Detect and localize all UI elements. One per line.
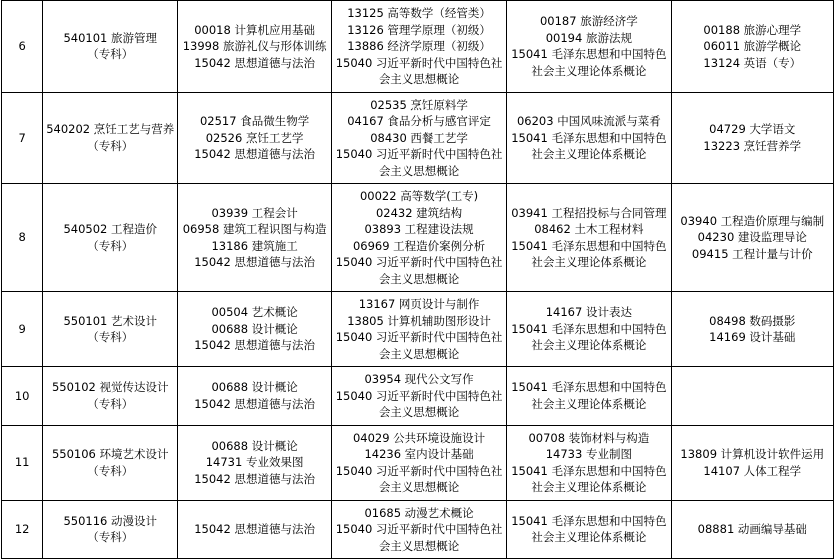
course-list <box>674 446 831 479</box>
major-name: 540101 旅游管理 <box>63 30 158 45</box>
course-item: 15040 习近平新时代中国特色社 <box>335 147 503 161</box>
course-list <box>180 438 329 488</box>
table-row <box>2 425 834 500</box>
course-item: 03939 工程会计 <box>211 205 298 220</box>
course-list <box>674 213 831 263</box>
course-cell-2 <box>332 500 507 559</box>
table-row <box>2 500 834 559</box>
course-list <box>674 521 831 538</box>
major-level: （专科） <box>87 330 134 344</box>
course-item: 08430 西餐工艺学 <box>370 130 468 145</box>
course-item: 03941 工程招投标与合同管理 <box>511 205 667 220</box>
course-item: 15040 习近平新时代中国特色社 <box>335 55 503 70</box>
course-item: 会主义思想概论 <box>378 480 460 494</box>
major-cell <box>43 500 178 559</box>
course-list <box>334 296 504 362</box>
major-name: 550102 视觉传达设计 <box>51 380 169 395</box>
course-item: 02517 食品微生物学 <box>199 114 310 128</box>
course-item: 13809 计算机设计软件运用 <box>680 447 825 461</box>
course-item: 06969 工程造价案例分析 <box>352 238 486 253</box>
course-cell-3 <box>507 425 671 500</box>
course-item: 14731 专业效果图 <box>205 455 304 470</box>
table-row <box>2 1 834 93</box>
course-item: 社会主义理论体系概论 <box>531 396 647 411</box>
course-cell-4 <box>671 425 833 500</box>
course-item: 13998 旅游礼仪与形体训练 <box>182 39 327 53</box>
course-item: 00187 旅游经济学 <box>539 14 638 29</box>
course-cell-2 <box>332 292 507 367</box>
course-list <box>509 304 668 354</box>
table-row <box>2 184 834 292</box>
course-item: 00194 旅游法规 <box>545 30 632 45</box>
course-list <box>334 97 504 180</box>
major-cell <box>43 292 178 367</box>
course-list <box>509 13 668 79</box>
course-item: 02526 烹饪工艺学 <box>205 130 304 145</box>
course-item: 15041 毛泽东思想和中国特色 <box>511 238 667 253</box>
course-item: 14169 设计基础 <box>709 330 796 344</box>
table-row <box>2 367 834 426</box>
course-list <box>180 113 329 163</box>
course-item: 15042 思想道德与法治 <box>194 55 315 70</box>
course-item: 15042 思想道德与法治 <box>194 471 315 486</box>
course-item: 会主义思想概论 <box>378 72 460 86</box>
course-item: 13805 计算机辅助图形设计 <box>347 313 491 328</box>
course-cell-2 <box>332 184 507 292</box>
course-cell-4 <box>671 500 833 559</box>
course-item: 15042 思想道德与法治 <box>194 396 315 411</box>
course-item: 15041 毛泽东思想和中国特色 <box>511 380 667 395</box>
course-item: 15040 习近平新时代中国特色社 <box>335 388 503 403</box>
major-name: 540502 工程造价 <box>63 222 158 236</box>
major-name: 550116 动漫设计 <box>63 513 158 528</box>
course-item: 00688 设计概论 <box>211 438 298 453</box>
major-cell <box>43 425 178 500</box>
course-item: 06958 建筑工程识图与构造 <box>182 222 327 236</box>
major-level: （专科） <box>87 530 134 545</box>
course-item: 14167 设计表达 <box>545 305 632 320</box>
course-item: 15041 毛泽东思想和中国特色 <box>511 321 667 336</box>
course-item: 社会主义理论体系概论 <box>531 147 647 161</box>
course-list <box>509 205 668 271</box>
course-item: 03940 工程造价原理与编制 <box>680 213 825 228</box>
row-number: 8 <box>2 184 43 292</box>
row-number: 10 <box>2 367 43 426</box>
course-item: 08498 数码摄影 <box>709 313 796 328</box>
course-item: 00708 装饰材料与构造 <box>528 430 650 445</box>
row-number: 6 <box>2 1 43 93</box>
course-cell-3 <box>507 292 671 367</box>
course-item: 13124 英语（专） <box>703 55 802 70</box>
course-item: 社会主义理论体系概论 <box>531 63 647 78</box>
course-cell-1 <box>178 92 332 184</box>
course-list <box>334 430 504 496</box>
course-item: 00018 计算机应用基础 <box>194 22 315 37</box>
course-cell-3 <box>507 184 671 292</box>
course-item: 09415 工程计量与计价 <box>691 246 813 261</box>
course-list <box>334 5 504 88</box>
course-item: 03954 现代公文写作 <box>364 372 474 386</box>
major-name: 550106 环境艺术设计 <box>51 447 169 461</box>
course-item: 04729 大学语文 <box>709 122 796 137</box>
course-list <box>509 113 668 163</box>
course-item: 04167 食品分析与感官评定 <box>347 114 491 128</box>
course-cell-4 <box>671 184 833 292</box>
major-name: 550101 艺术设计 <box>63 313 158 328</box>
course-item: 会主义思想概论 <box>378 163 460 178</box>
major-cell <box>43 92 178 184</box>
course-item: 15041 毛泽东思想和中国特色 <box>511 130 667 145</box>
course-item: 08881 动画编导基础 <box>697 522 807 536</box>
major-level: （专科） <box>87 238 134 253</box>
course-item: 15042 思想道德与法治 <box>194 522 315 536</box>
major-level: （专科） <box>87 396 134 411</box>
course-item: 社会主义理论体系概论 <box>531 338 647 353</box>
course-item: 15042 思想道德与法治 <box>194 147 315 161</box>
course-cell-2 <box>332 425 507 500</box>
course-item: 01685 动漫艺术概论 <box>364 505 474 520</box>
course-item: 04029 公共环境设施设计 <box>352 430 486 445</box>
course-cell-1 <box>178 367 332 426</box>
table-row <box>2 92 834 184</box>
course-item: 14107 人体工程学 <box>703 463 802 478</box>
course-item: 15040 习近平新时代中国特色社 <box>335 255 503 269</box>
course-list <box>334 505 504 555</box>
course-cell-3 <box>507 500 671 559</box>
course-item: 15042 思想道德与法治 <box>194 338 315 353</box>
course-item: 14236 室内设计基础 <box>364 447 474 461</box>
course-item: 06203 中国风味流派与菜肴 <box>516 114 661 128</box>
course-item: 13223 烹饪营养学 <box>703 138 802 153</box>
course-cell-1 <box>178 292 332 367</box>
course-item: 会主义思想概论 <box>378 405 460 419</box>
row-number: 12 <box>2 500 43 559</box>
course-cell-3 <box>507 1 671 93</box>
course-list <box>334 371 504 421</box>
row-number: 7 <box>2 92 43 184</box>
major-level: （专科） <box>87 47 134 62</box>
row-number: 9 <box>2 292 43 367</box>
course-list <box>509 430 668 496</box>
course-item: 00022 高等数学(工专) <box>359 189 479 203</box>
course-item: 04230 建设监理导论 <box>697 230 807 245</box>
course-item: 会主义思想概论 <box>378 538 460 553</box>
course-item: 15041 毛泽东思想和中国特色 <box>511 47 667 62</box>
major-cell <box>43 1 178 93</box>
course-cell-1 <box>178 184 332 292</box>
course-item: 15040 习近平新时代中国特色社 <box>335 463 503 478</box>
course-item: 会主义思想概论 <box>378 271 460 286</box>
course-cell-2 <box>332 367 507 426</box>
table-body <box>2 1 834 559</box>
course-item: 13125 高等数学（经管类） <box>347 6 491 20</box>
table-row <box>2 292 834 367</box>
course-cell-2 <box>332 1 507 93</box>
course-item: 15042 思想道德与法治 <box>194 255 315 269</box>
course-item: 15040 习近平新时代中国特色社 <box>335 330 503 344</box>
course-item: 13886 经济学原理（初级） <box>347 39 491 53</box>
course-item: 会主义思想概论 <box>378 346 460 361</box>
course-item: 02432 建筑结构 <box>375 205 463 220</box>
course-item: 02535 烹饪原料学 <box>370 97 468 112</box>
course-cell-2 <box>332 92 507 184</box>
course-item: 15040 习近平新时代中国特色社 <box>335 522 503 536</box>
course-item: 08462 土木工程材料 <box>534 222 644 236</box>
course-list <box>180 379 329 412</box>
course-cell-3 <box>507 92 671 184</box>
course-list <box>180 521 329 538</box>
course-list <box>509 513 668 546</box>
major-cell <box>43 367 178 426</box>
course-list <box>180 304 329 354</box>
course-item: 14733 专业制图 <box>545 447 632 461</box>
course-item: 13167 网页设计与制作 <box>358 297 480 311</box>
course-item: 00188 旅游心理学 <box>703 22 802 37</box>
course-list <box>180 22 329 72</box>
course-list <box>674 121 831 154</box>
course-cell-1 <box>178 425 332 500</box>
course-item: 06011 旅游学概论 <box>703 39 802 53</box>
course-item: 社会主义理论体系概论 <box>531 255 647 269</box>
course-item: 00504 艺术概论 <box>211 305 298 320</box>
course-list <box>180 205 329 271</box>
course-item: 13126 管理学原理（初级） <box>347 22 491 37</box>
course-list <box>334 188 504 287</box>
major-cell <box>43 184 178 292</box>
course-list <box>674 313 831 346</box>
course-item: 15041 毛泽东思想和中国特色 <box>511 513 667 528</box>
course-cell-4 <box>671 92 833 184</box>
course-item: 00688 设计概论 <box>211 380 298 395</box>
exam-schedule-table <box>1 0 834 559</box>
major-name: 540202 烹饪工艺与营养 <box>46 122 175 137</box>
course-cell-1 <box>178 500 332 559</box>
course-list <box>674 22 831 72</box>
course-item: 13186 建筑施工 <box>211 238 298 253</box>
major-level: （专科） <box>87 463 134 478</box>
course-item: 00688 设计概论 <box>211 321 298 336</box>
course-cell-3 <box>507 367 671 426</box>
course-item: 03893 工程建设法规 <box>364 222 474 236</box>
course-cell-4 <box>671 292 833 367</box>
course-list <box>509 379 668 412</box>
course-item: 15041 毛泽东思想和中国特色 <box>511 463 667 478</box>
course-cell-4 <box>671 1 833 93</box>
course-item: 社会主义理论体系概论 <box>531 480 647 494</box>
course-cell-1 <box>178 1 332 93</box>
course-item: 社会主义理论体系概论 <box>531 530 647 545</box>
course-cell-4 <box>671 367 833 426</box>
major-level: （专科） <box>87 138 134 153</box>
row-number: 11 <box>2 425 43 500</box>
